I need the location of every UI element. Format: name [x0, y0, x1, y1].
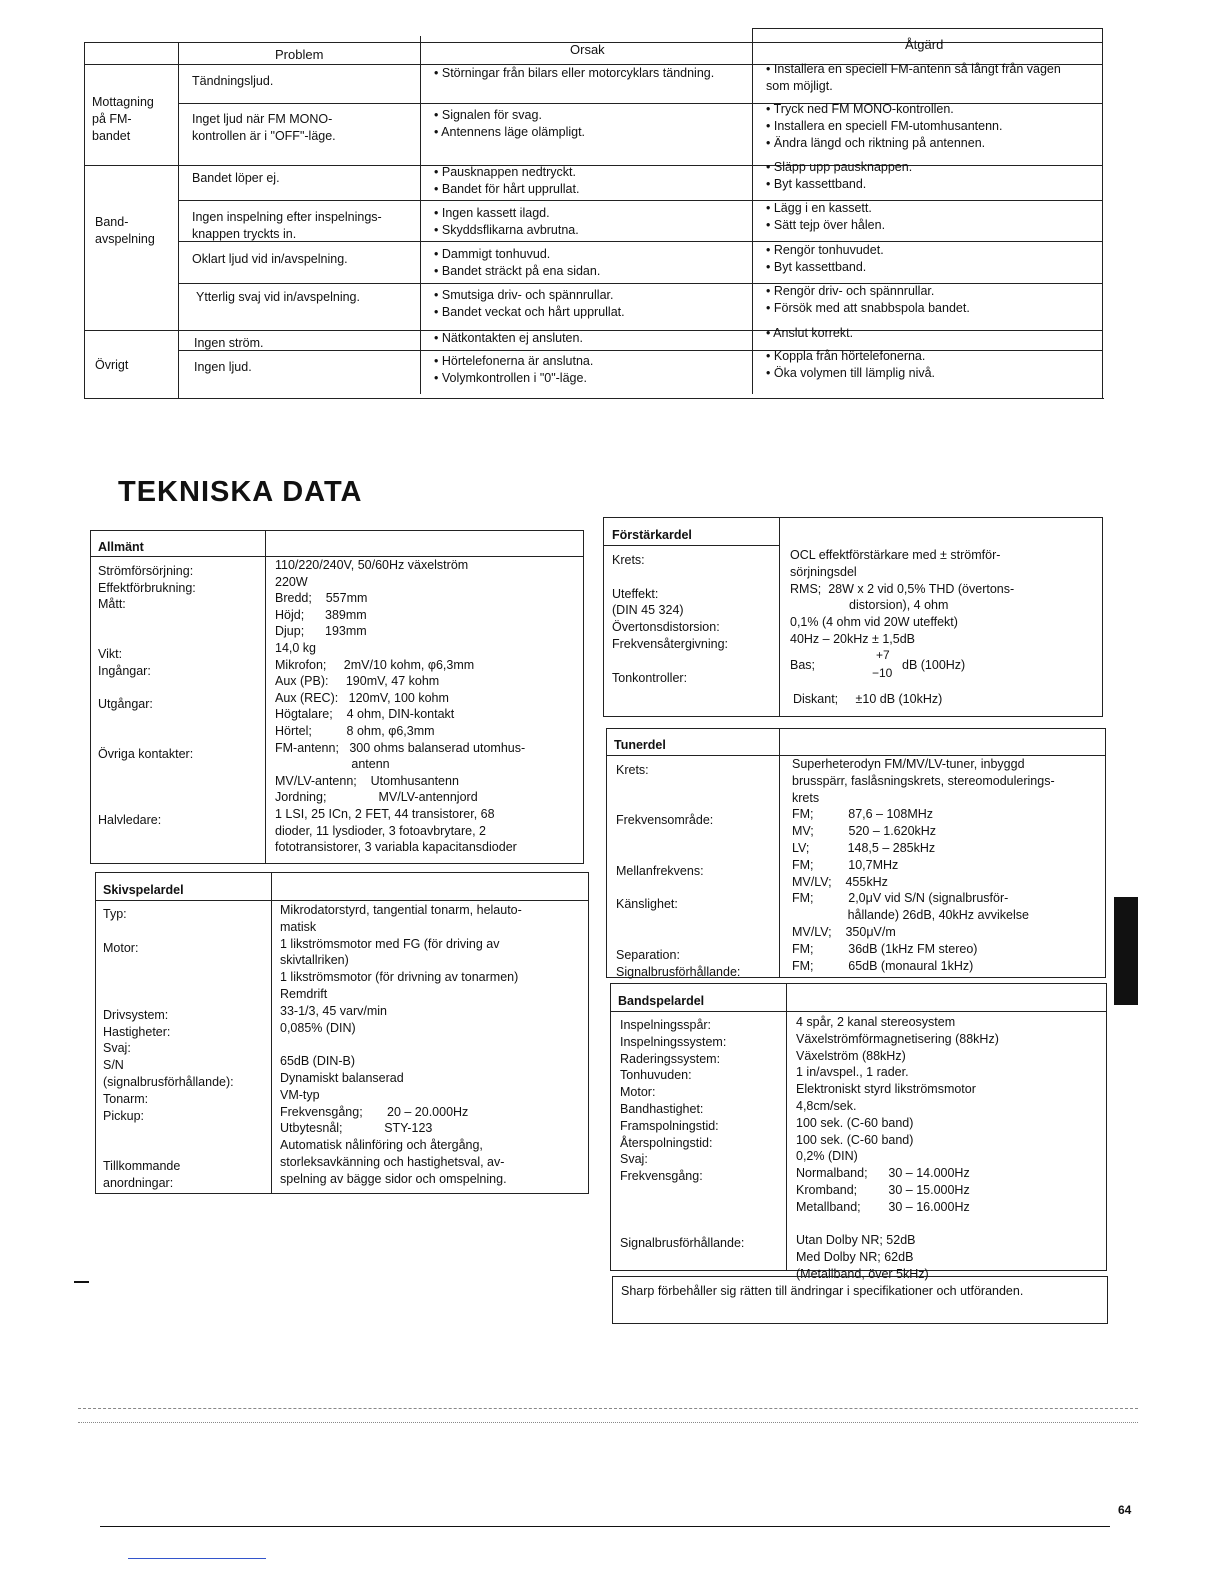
cause-cell: • Störningar från bilars eller motorcyklars tändning. [434, 66, 715, 80]
spec-labels: Krets: Uteffekt: (DIN 45 324) Övertonsdistorsion: Frekvensåtergivning: Tonkontroller: [612, 553, 729, 685]
action-cell: • Rengör tonhuvudet. • Byt kassettband. [766, 243, 884, 274]
spec-values: Superheterodyn FM/MV/LV-tuner, inbyggd brusspärr, faslåsningskrets, stereomodulerings- krets FM; 87,6 – 108MHz MV; 520 – 1.620kHz LV; 148,5 – 285kHz FM; 10,7MHz MV/LV; 455kHz FM; 2,0μV vid S/N (signalbrusför- hållande) 26dB, 40kHz avvikelse MV/LV; 350μV/m FM; 36dB (1kHz FM stereo) FM; 65dB (monaural 1kHz) [792, 757, 1055, 973]
bas-minus: −10 [872, 666, 893, 680]
cause-cell: • Hörtelefonerna är anslutna. • Volymkontrollen i "0"-läge. [434, 354, 594, 385]
section-border [779, 517, 780, 717]
spec-labels: Inspelningsspår: Inspelningssystem: Raderingssystem: Tonhuvuden: Motor: Bandhastighet: Framspolningstid: Återspolningstid: Svaj: Frekvensgång: Signalbrusförhållande: [620, 1018, 745, 1251]
group-band: Band- avspelning [95, 215, 155, 246]
problem-cell: Tändningsljud. [192, 74, 274, 88]
table-border [178, 350, 1102, 351]
problem-cell: Inget ljud när FM MONO- kontrollen är i "OFF"-läge. [192, 112, 336, 143]
table-border [178, 42, 179, 398]
table-border [752, 28, 1102, 29]
spec-values: 110/220/240V, 50/60Hz växelström 220W Bredd; 557mm Höjd; 389mm Djup; 193mm 14,0 kg Mikrofon; 2mV/10 kohm, φ6,3mm Aux (PB): 190mV, 47 kohm Aux (REC): 120mV, 100 kohm Högtalare; 4 ohm, DIN-kontakt Hörtel; 8 ohm, φ6,3mm FM-antenn; 300 ohms balanserad utomhus- antenn MV/LV-antenn; Utomhusantenn Jordning; MV/LV-antennjord 1 LSI, 25 ICn, 2 FET, 44 transistorer, 68 dioder, 11 lysdioder, 3 fotoavbrytare, 2 fototransistorer, 3 variabla kapacitansdioder [275, 558, 526, 855]
bas-label: Bas; [790, 658, 816, 672]
section-border [271, 872, 272, 1194]
spec-labels: Krets: Frekvensområde: Mellanfrekvens: Känslighet: Separation: Signalbrusförhållande: [616, 763, 741, 979]
cause-cell: • Signalen för svag. • Antennens läge olämpligt. [434, 108, 586, 139]
action-cell: • Installera en speciell FM-antenn så långt från vägen som möjligt. [766, 62, 1061, 93]
action-cell: • Anslut korrekt. [766, 326, 854, 340]
bas-plus: +7 [876, 648, 890, 662]
bas-rest: dB (100Hz) [902, 658, 966, 672]
table-border [84, 165, 1102, 166]
section-heading: Allmänt [98, 540, 144, 554]
spec-labels: Strömförsörjning: Effektförbrukning: Mått: Vikt: Ingångar: Utgångar: Övriga kontakter: Halvledare: [98, 564, 196, 827]
faint-rule [78, 1422, 1138, 1423]
table-border [84, 330, 1102, 331]
action-cell: • Släpp upp pausknappen. • Byt kassettband. [766, 160, 913, 191]
spec-values: OCL effektförstärkare med ± strömför- sörjningsdel RMS; 28W x 2 vid 0,5% THD (övertons- distorsion), 4 ohm 0,1% (4 ohm vid 20W uteffekt) 40Hz – 20kHz ± 1,5dB [790, 548, 1015, 646]
cause-cell: • Smutsiga driv- och spännrullar. • Bandet veckat och hårt upprullat. [434, 288, 625, 319]
group-fm: Mottagning på FM- bandet [92, 95, 154, 143]
section-border [610, 1011, 1107, 1012]
cause-cell: • Nätkontakten ej ansluten. [434, 331, 583, 345]
action-cell: • Koppla från hörtelefonerna. • Öka volymen till lämplig nivå. [766, 349, 936, 380]
action-cell: • Rengör driv- och spännrullar. • Försök med att snabbspola bandet. [766, 284, 970, 315]
table-border [1102, 28, 1103, 398]
spec-labels: Typ: Motor: Drivsystem: Hastigheter: Svaj: S/N (signalbrusförhållande): Tonarm: Pickup: Tillkommande anordningar: [103, 907, 234, 1190]
problem-cell: Ingen ljud. [194, 360, 252, 374]
section-border [265, 530, 266, 864]
section-heading: Tunerdel [614, 738, 666, 752]
thumb-index-tab [1114, 897, 1138, 1005]
problem-cell: Ingen inspelning efter inspelnings- knappen tryckts in. [192, 210, 382, 241]
action-cell: • Tryck ned FM MONO-kontrollen. • Installera en speciell FM-utomhusantenn. • Ändra längd och riktning på antennen. [766, 102, 1003, 150]
cause-cell: • Pausknappen nedtryckt. • Bandet för hårt upprullat. [434, 165, 580, 196]
problem-cell: Oklart ljud vid in/avspelning. [192, 252, 348, 266]
table-border [84, 42, 85, 398]
section-border [779, 728, 780, 978]
section-heading: Bandspelardel [618, 994, 705, 1008]
section-heading: Skivspelardel [103, 883, 184, 897]
problem-cell: Ingen ström. [194, 336, 264, 350]
cause-cell: • Ingen kassett ilagd. • Skyddsflikarna avbrutna. [434, 206, 579, 237]
problem-cell: Bandet löper ej. [192, 171, 280, 185]
spec-values: 4 spår, 2 kanal stereosystem Växelströmförmagnetisering (88kHz) Växelström (88kHz) 1 in/avspel., 1 rader. Elektroniskt styrd likströmsmotor 4,8cm/sek. 100 sek. (C-60 band) 100 sek. (C-60 band) 0,2% (DIN) Normalband; 30 – 14.000Hz Kromband; 30 – 15.000Hz Metallband; 30 – 16.000Hz Utan Dolby NR; 52dB Med Dolby NR; 62dB (Metallband, över 5kHz) [796, 1015, 999, 1281]
page-title: TEKNISKA DATA [118, 476, 363, 508]
footer-rule [100, 1526, 1110, 1527]
section-border [786, 983, 787, 1271]
table-border [752, 28, 753, 394]
note-text: Sharp förbehåller sig rätten till ändringar i specifikationer och utföranden. [621, 1284, 1024, 1298]
page-number: 64 [1118, 1503, 1132, 1517]
header-action: Åtgärd [905, 37, 944, 52]
table-border [420, 36, 421, 394]
header-problem: Problem [275, 47, 324, 62]
table-border [178, 200, 1102, 201]
link-underline [128, 1558, 266, 1559]
table-border [84, 398, 1104, 399]
problem-cell: Ytterlig svaj vid in/avspelning. [196, 290, 360, 304]
section-border [603, 545, 779, 546]
section-border [95, 900, 589, 901]
margin-mark [74, 1281, 89, 1283]
section-heading: Förstärkardel [612, 528, 692, 542]
faint-rule [78, 1408, 1138, 1409]
diskant: Diskant; ±10 dB (10kHz) [793, 692, 943, 706]
cause-cell: • Dammigt tonhuvud. • Bandet sträckt på ena sidan. [434, 247, 601, 278]
spec-values: Mikrodatorstyrd, tangential tonarm, helauto- matisk 1 likströmsmotor med FG (för driving av skivtallriken) 1 likströmsmotor (för drivning av tonarmen) Remdrift 33-1/3, 45 varv/min 0,085% (DIN) 65dB (DIN-B) Dynamiskt balanserad VM-typ Frekvensgång; 20 – 20.000Hz Utbytesnål; STY-123 Automatisk nålinföring och återgång, storleksavkänning och hastighetsval, av- spelning av bägge sidor och omspelning. [280, 903, 522, 1186]
action-cell: • Lägg i en kassett. • Sätt tejp över hålen. [766, 201, 886, 232]
header-cause: Orsak [570, 42, 605, 57]
group-ovrigt: Övrigt [95, 358, 129, 372]
